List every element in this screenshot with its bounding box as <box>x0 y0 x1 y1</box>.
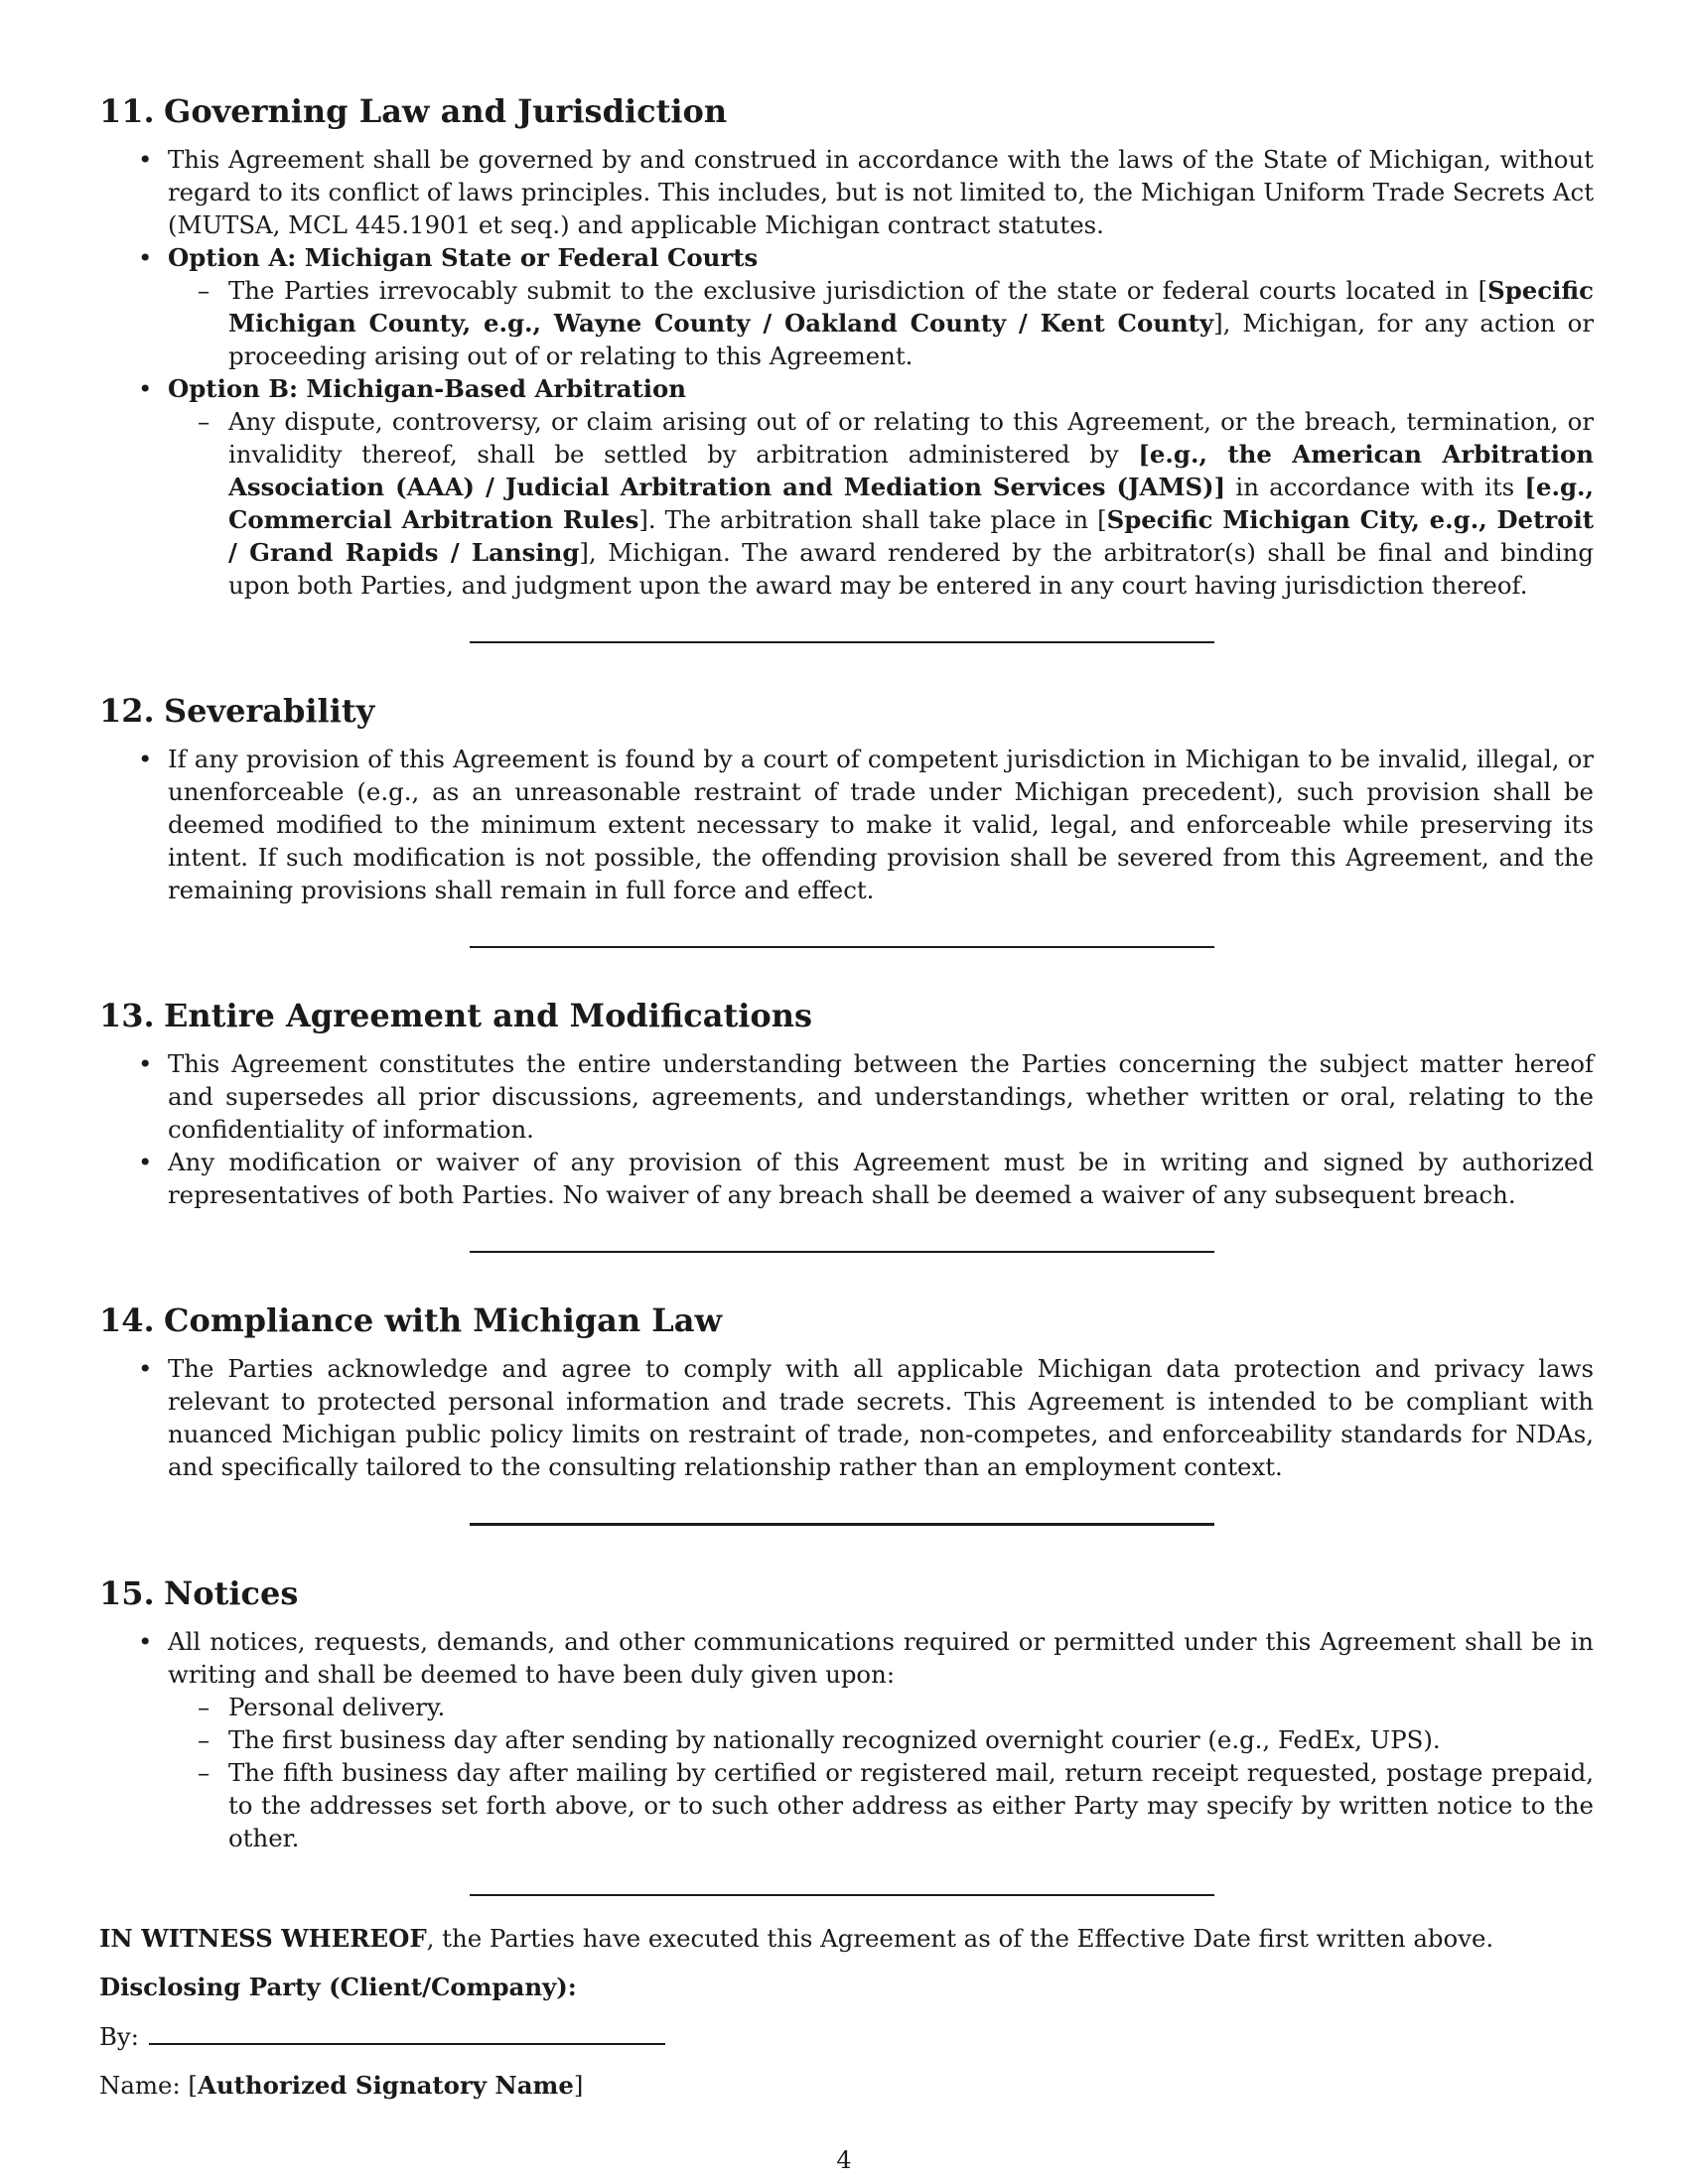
section-12-list <box>99 743 1594 906</box>
section-number: 12. <box>99 692 155 730</box>
option-b-sublist <box>168 405 1594 602</box>
section-title: Severability <box>164 692 375 730</box>
section-divider <box>470 641 1214 643</box>
list-item: • Any modification or waiver of any provision of this Agreement must be in writing and signed by authorized representatives of both Parties. No waiver of any breach shall be deemed a waiver of any subsequent breach. <box>99 1146 1594 1211</box>
option-a-sublist <box>168 274 1594 372</box>
section-divider <box>470 1523 1214 1526</box>
text-run: ], Michigan. The award rendered by the arbitrator(s) shall be final and binding upon both Parties, and judgment upon the award may be entered in any court having jurisdiction thereof. <box>228 538 1594 600</box>
bracket: ] <box>573 2071 584 2100</box>
text-run: ]. The arbitration shall take place in [ <box>638 505 1107 534</box>
signature-line[interactable] <box>149 2019 665 2045</box>
section-divider <box>470 1251 1214 1253</box>
sublist-item: – The fifth business day after mailing by certified or registered mail, return receipt requested, postage prepaid, to the addresses set forth above, or to such other address as either Party may specify by written notice to the other. <box>168 1756 1594 1854</box>
by-label: By: <box>99 2022 139 2051</box>
section-15-heading <box>99 1573 1594 1613</box>
section-divider <box>470 946 1214 948</box>
witness-clause <box>99 1922 1594 1955</box>
section-title: Entire Agreement and Modifications <box>164 997 812 1034</box>
section-14-list <box>99 1352 1594 1483</box>
section-title: Governing Law and Jurisdiction <box>164 92 728 130</box>
text-run: All notices, requests, demands, and other communications required or permitted under this Agreement shall be in writing and shall be deemed to have been duly given upon: <box>168 1627 1594 1689</box>
placeholder-arbitrator: [e.g., the American Arbitration Association (AAA) / Judicial Arbitration and Mediation Services (JAMS)] <box>228 440 1594 501</box>
witness-text: , the Parties have executed this Agreement as of the Effective Date first written above. <box>426 1924 1494 1953</box>
option-a-title: Option A: Michigan State or Federal Courts <box>168 243 759 272</box>
section-number: 14. <box>99 1301 155 1339</box>
disclosing-party-label: Disclosing Party (Client/Company): <box>99 1973 577 2001</box>
document-page <box>99 91 1594 2116</box>
section-11-heading <box>99 91 1594 131</box>
placeholder-rules: [e.g., Commercial Arbitration Rules <box>228 473 1594 534</box>
text-run: in accordance with its <box>1225 473 1525 501</box>
section-14-heading <box>99 1300 1594 1340</box>
name-line <box>99 2069 1594 2102</box>
sublist-item <box>168 405 1594 602</box>
name-label: Name: <box>99 2071 189 2100</box>
text-run: ], Michigan, for any action or proceeding arising out of or relating to this Agreement. <box>228 309 1594 370</box>
placeholder-county: Specific Michigan County, e.g., Wayne County / Oakland County / Kent County <box>228 276 1594 338</box>
placeholder-city: Specific Michigan City, e.g., Detroit / Grand Rapids / Lansing <box>228 505 1594 567</box>
section-title: Notices <box>164 1574 299 1612</box>
section-number: 11. <box>99 92 155 130</box>
list-item: • This Agreement shall be governed by and construed in accordance with the laws of the State of Michigan, without regard to its conflict of laws principles. This includes, but is not limited to, the Michigan Uniform Trade Secrets Act (MUTSA, MCL 445.1901 et seq.) and applicable Michigan contract statutes. <box>99 143 1594 241</box>
list-item: • If any provision of this Agreement is found by a court of competent jurisdiction in Michigan to be invalid, illegal, or unenforceable (e.g., as an unreasonable restraint of trade under Michigan precedent), such provision shall be deemed modified to the minimum extent necessary to make it valid, legal, and enforceable while preserving its intent. If such modification is not possible, the offending provision shall be severed from this Agreement, and the remaining provisions shall remain in full force and effect. <box>99 743 1594 906</box>
section-title: Compliance with Michigan Law <box>164 1301 723 1339</box>
list-item: • The Parties acknowledge and agree to comply with all applicable Michigan data protection and privacy laws relevant to protected personal information and trade secrets. This Agreement is intended to be compliant with nuanced Michigan public policy limits on restraint of trade, non-competes, and enforceability standards for NDAs, and specifically tailored to the consulting relationship rather than an employment context. <box>99 1352 1594 1483</box>
list-item <box>99 241 1594 372</box>
by-line <box>99 2019 1594 2053</box>
section-divider <box>470 1894 1214 1896</box>
page-number: 4 <box>836 2146 852 2174</box>
section-12-heading <box>99 691 1594 731</box>
sublist-item: – The first business day after sending by nationally recognized overnight courier (e.g., FedEx, UPS). <box>168 1723 1594 1756</box>
list-item: • This Agreement constitutes the entire understanding between the Parties concerning the subject matter hereof and supersedes all prior discussions, agreements, and understandings, whether written or oral, relating to the confidentiality of information. <box>99 1047 1594 1146</box>
notices-sublist <box>168 1691 1594 1854</box>
sublist-item <box>168 274 1594 372</box>
bracket: [ <box>188 2071 198 2100</box>
text-run: The Parties irrevocably submit to the exclusive jurisdiction of the state or federal courts located in [ <box>228 276 1488 305</box>
sublist-item: – Personal delivery. <box>168 1691 1594 1723</box>
witness-bold: IN WITNESS WHEREOF <box>99 1924 427 1953</box>
section-13-list <box>99 1047 1594 1211</box>
section-11-list <box>99 143 1594 602</box>
section-15-list <box>99 1625 1594 1854</box>
section-number: 13. <box>99 997 155 1034</box>
section-number: 15. <box>99 1574 155 1612</box>
signatory-name-placeholder: Authorized Signatory Name <box>197 2071 574 2100</box>
list-item <box>99 1625 1594 1854</box>
section-13-heading <box>99 996 1594 1035</box>
text-run: Any dispute, controversy, or claim arising out of or relating to this Agreement, or the breach, termination, or invalidity thereof, shall be settled by arbitration administered by <box>228 407 1594 469</box>
option-b-title: Option B: Michigan-Based Arbitration <box>168 374 687 403</box>
list-item <box>99 372 1594 602</box>
